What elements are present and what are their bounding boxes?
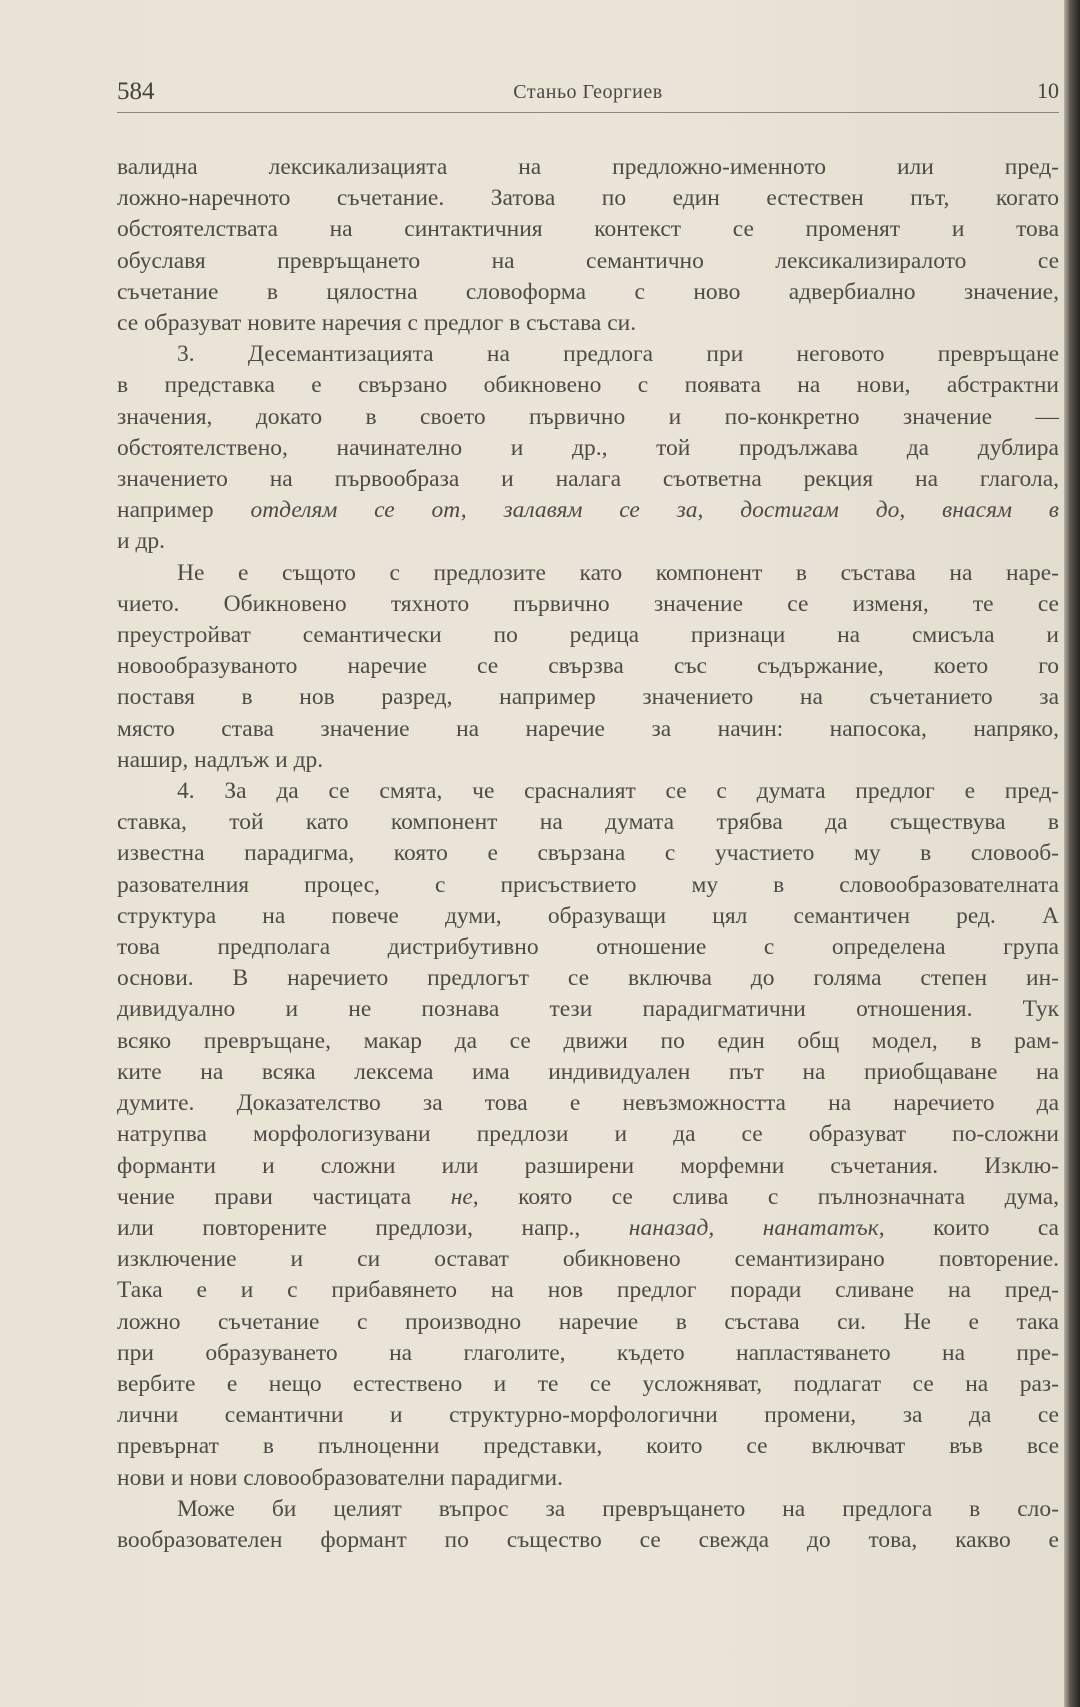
text-run: например bbox=[117, 497, 251, 524]
text-line bbox=[117, 1182, 1059, 1213]
text-line: превърнат в пълноценни представки, които се включват във все bbox=[117, 1433, 1059, 1460]
text-line: се образуват новите наречия с предлог в състава си. bbox=[117, 310, 637, 337]
text-line: всяко превръщане, макар да се движи по един общ модел, в рам- bbox=[117, 1027, 1059, 1054]
text-line: чието. Обикновено тяхното първично значение се изменя, те се bbox=[117, 590, 1059, 617]
text-line: при образуването на глаголите, където напластяването на пре- bbox=[117, 1339, 1059, 1366]
text-line: ставка, той като компонент на думата трябва да съществува в bbox=[117, 809, 1059, 836]
text-line: вообразователен формант по същество се свежда до това, какво е bbox=[117, 1526, 1059, 1553]
text-line bbox=[117, 1244, 1059, 1275]
running-title: Станьо Георгиев bbox=[513, 81, 663, 103]
text-line: форманти и сложни или разширени морфемни съчетания. Изклю- bbox=[117, 1152, 1059, 1179]
text-line: 4. За да се смята, че срасналият се с думата предлог е пред- bbox=[177, 778, 1059, 805]
paragraph-5 bbox=[117, 1494, 1059, 1556]
paragraph-4 bbox=[117, 776, 1059, 1494]
text-line: вербите е нещо естествено и те се усложняват, подлагат се на раз- bbox=[117, 1370, 1059, 1397]
text-line: валидна лексикализацията на предложно-именното или пред- bbox=[117, 154, 1059, 180]
text-line: ките на всяка лексема има индивидуален път на приобщаване на bbox=[117, 1058, 1059, 1085]
text-line bbox=[117, 495, 1059, 526]
text-line: новообразуваното наречие се свързва със съдържание, което го bbox=[117, 653, 1059, 680]
text-line: думите. Доказателство за това е невъзможността на наречието да bbox=[117, 1090, 1059, 1117]
examples-italic: наназад, нанататък bbox=[628, 1214, 879, 1241]
text-line: нашир, надлъж и др. bbox=[117, 746, 324, 773]
text-run: чение прави частицата bbox=[117, 1183, 451, 1210]
paragraph-3 bbox=[117, 558, 1059, 776]
header-right-mark: 10 bbox=[1037, 78, 1059, 103]
examples-italic: отделям се от, залавям се за, достигам до, внасям в bbox=[250, 497, 1059, 524]
text-line: Така е и с прибавянето на нов предлог поради сливане на пред- bbox=[117, 1277, 1059, 1304]
text-line: обстоятелствата на синтактичния контекст се променят и това bbox=[117, 216, 1059, 243]
text-line: структура на повече думи, образуващи цял семантичен ред. А bbox=[117, 902, 1059, 929]
text-line: значението на първообраза и налага съответна рекция на глагола, bbox=[117, 466, 1059, 493]
text-line: дивидуално и не познава тези парадигматични отношения. Тук bbox=[117, 996, 1059, 1023]
paragraph-1 bbox=[117, 152, 1059, 339]
text-line: основи. В наречието предлогът се включва до голяма степен ин- bbox=[117, 965, 1059, 992]
text-run: повторение. bbox=[938, 1246, 1059, 1273]
text-line: лични семантични и структурно-морфологични промени, за да се bbox=[117, 1402, 1059, 1429]
text-line: известна парадигма, която е свързана с участието му в словооб- bbox=[117, 840, 1059, 867]
particle-italic: не bbox=[450, 1183, 473, 1210]
text-line: преустройват семантически по редица признаци на смисъла и bbox=[117, 622, 1059, 649]
text-line: това предполага дистрибутивно отношение с определена група bbox=[117, 934, 1059, 961]
text-line: поставя в нов разред, например значението на съчетанието за bbox=[117, 684, 1059, 711]
text-run: , които са bbox=[878, 1214, 1059, 1241]
text-line: значения, докато в своето първично и по-конкретно значение — bbox=[117, 403, 1059, 430]
page-header bbox=[117, 78, 1059, 113]
page-number: 584 bbox=[117, 78, 155, 105]
text-line: Не е същото с предлозите като компонент в състава на наре- bbox=[177, 559, 1059, 586]
text-line: ложно-наречното съчетание. Затова по един естествен път, когато bbox=[117, 185, 1059, 212]
body-text bbox=[117, 152, 1059, 1556]
text-line bbox=[117, 1213, 1059, 1244]
text-line: ложно съчетание с производно наречие в състава си. Не е така bbox=[117, 1308, 1059, 1335]
text-line: 3. Десемантизацията на предлога при неговото превръщане bbox=[177, 341, 1059, 368]
text-run: или повторените предлози, напр., bbox=[117, 1214, 629, 1241]
text-line: и др. bbox=[117, 528, 166, 555]
text-line: обуславя превръщането на семантично лексикализиралото се bbox=[117, 247, 1059, 274]
paragraph-2 bbox=[117, 339, 1059, 557]
text-run: , която се слива с пълнозначната дума, bbox=[472, 1183, 1059, 1210]
text-line: натрупва морфологизувани предлози и да се образуват по-сложни bbox=[117, 1121, 1059, 1148]
text-line: разователния процес, с присъствието му в словообразователната bbox=[117, 871, 1059, 898]
text-line: място става значение на наречие за начин: напосока, напряко, bbox=[117, 715, 1059, 742]
book-spine-shadow bbox=[1064, 0, 1080, 1707]
text-run: изключение и си остават обикновено семантизирано bbox=[117, 1246, 885, 1273]
text-line: Може би целият въпрос за превръщането на предлога в сло- bbox=[177, 1495, 1059, 1522]
text-line: нови и нови словообразователни парадигми. bbox=[117, 1464, 564, 1491]
text-line: в представка е свързано обикновено с появата на нови, абстрактни bbox=[117, 372, 1059, 399]
text-line: обстоятелствено, начинателно и др., той продължава да дублира bbox=[117, 434, 1059, 461]
text-line: съчетание в цялостна словоформа с ново адвербиално значение, bbox=[117, 278, 1059, 305]
